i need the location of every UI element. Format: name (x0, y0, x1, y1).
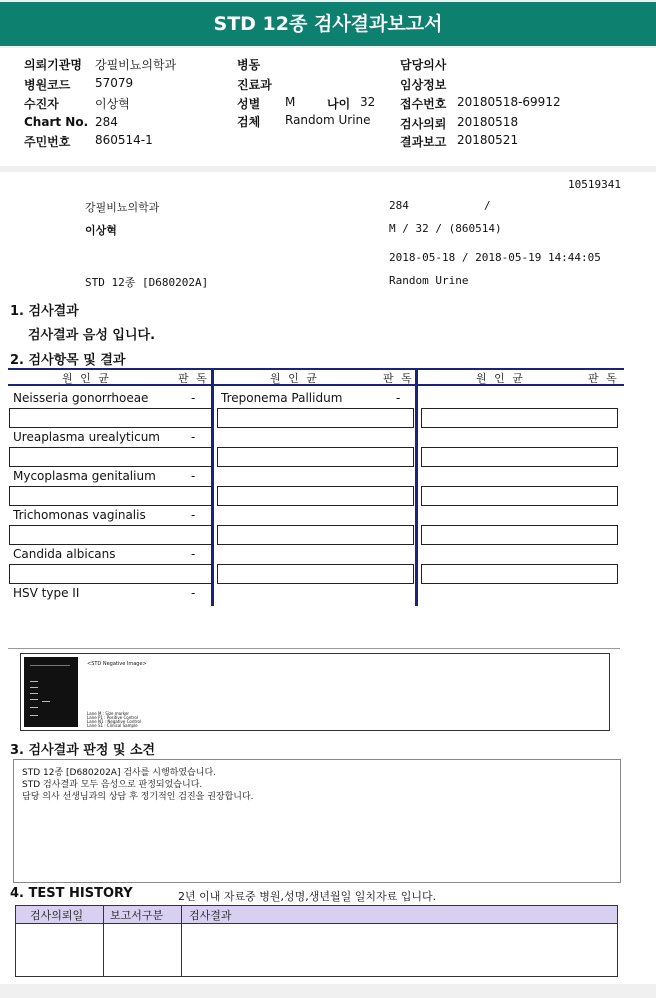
pathogen-name: Trichomonas vaginalis (13, 508, 146, 522)
row-outline (217, 447, 414, 467)
sex-value: M (285, 95, 296, 109)
body-slash: / (484, 199, 491, 212)
row-outline (9, 486, 212, 506)
gel-legend-4: Lane S1 : Clinical Sample (87, 723, 138, 728)
pathogen-result: - (191, 547, 196, 561)
section1-result: 검사결과 음성 입니다. (28, 328, 156, 343)
gel-band (30, 693, 38, 694)
gel-image-panel (20, 653, 610, 731)
section1-heading: 1. 검사결과 (10, 304, 79, 319)
col2-pathogen-header: 원 인 균 (270, 372, 319, 385)
code-value: 57079 (95, 76, 134, 90)
pathogen-name: Mycoplasma genitalium (13, 469, 156, 483)
row-outline (421, 525, 618, 545)
age-label: 나이 (327, 97, 351, 111)
pathogen-result: - (191, 469, 196, 483)
test-history-table (15, 905, 618, 977)
section3-heading: 3. 검사결과 판정 및 소견 (10, 743, 156, 758)
pathogen-result: - (191, 508, 196, 522)
column-divider-2 (415, 368, 418, 606)
history-col-request: 검사의뢰일 (30, 909, 84, 922)
receipt-label: 접수번호 (400, 97, 447, 111)
body-patient: 이상혁 (85, 224, 117, 237)
col2-judge-header: 판 독 (383, 372, 414, 385)
col3-judge-header: 판 독 (588, 372, 619, 385)
row-outline (421, 486, 618, 506)
col1-pathogen-header: 원 인 균 (62, 372, 111, 385)
gel-band (30, 699, 38, 700)
gel-band (30, 687, 38, 688)
row-outline (421, 408, 618, 428)
col2-row-result: - (396, 391, 401, 405)
col2-row-name: Treponema Pallidum (221, 391, 343, 405)
ssn-label: 주민번호 (24, 135, 71, 149)
gel-band (30, 715, 38, 716)
body-test-name: STD 12종 [D680202A] (85, 276, 209, 289)
pathogen-name: Neisseria gonorrhoeae (13, 391, 149, 405)
gel-band (30, 707, 38, 708)
pathogen-name: HSV type II (13, 586, 80, 600)
pathogen-name: Ureaplasma urealyticum (13, 430, 160, 444)
hospital-value: 강필비뇨의학과 (95, 58, 177, 72)
row-outline (421, 447, 618, 467)
chart-label: Chart No. (24, 115, 89, 129)
row-outline (9, 525, 212, 545)
report-date-label: 결과보고 (400, 135, 447, 149)
opinion-line-2: STD 검사결과 모두 음성으로 판정되었습니다. (22, 780, 203, 790)
pathogen-result: - (191, 586, 196, 600)
report-header (0, 48, 656, 166)
request-value: 20180518 (457, 115, 519, 129)
row-outline (421, 564, 618, 584)
gel-legend-3: Lane N1 : Negative Control (87, 719, 142, 724)
report-number: 10519341 (568, 178, 621, 191)
history-col-result: 검사결과 (189, 909, 232, 922)
age-value: 32 (360, 95, 376, 109)
divider-line (8, 648, 620, 649)
body-dates: 2018-05-18 / 2018-05-19 14:44:05 (389, 251, 601, 264)
opinion-box (13, 759, 621, 883)
patient-value: 이상혁 (95, 97, 130, 111)
body-sex-age: M / 32 / (860514) (389, 222, 502, 235)
row-outline (217, 525, 414, 545)
section4-heading: 4. TEST HISTORY (10, 886, 133, 901)
row-outline (217, 564, 414, 584)
history-divider (103, 906, 104, 976)
patient-label: 수진자 (24, 97, 59, 111)
row-outline (217, 408, 414, 428)
code-label: 병원코드 (24, 78, 71, 92)
specimen-value: Random Urine (285, 113, 371, 127)
pathogen-result: - (191, 430, 196, 444)
history-header-row (16, 906, 617, 924)
row-outline (217, 486, 414, 506)
opinion-line-3: 담당 의사 선생님과의 상담 후 정기적인 검진을 권장합니다. (22, 792, 254, 802)
gel-band (30, 681, 38, 682)
doctor-label: 담당의사 (400, 58, 447, 72)
body-chart: 284 (389, 199, 409, 212)
row-outline (9, 564, 212, 584)
col1-judge-header: 판 독 (178, 372, 209, 385)
section2-heading: 2. 검사항목 및 결과 (10, 353, 126, 368)
sex-label: 성별 (237, 97, 261, 111)
history-note: 2년 이내 자료중 병원,성명,생년월일 일치자료 입니다. (178, 890, 437, 903)
row-outline (9, 447, 212, 467)
chart-value: 284 (95, 115, 118, 129)
gel-band (30, 665, 70, 666)
dept-label: 진료과 (237, 78, 272, 92)
clinical-label: 임상정보 (400, 78, 447, 92)
pathogen-result: - (191, 391, 196, 405)
pathogen-name: Candida albicans (13, 547, 116, 561)
gel-band (42, 701, 50, 702)
gel-image (24, 657, 78, 727)
gel-legend-1: Lane M : Size marker (87, 711, 130, 716)
opinion-line-1: STD 12종 [D680202A] 검사를 시행하였습니다. (22, 768, 216, 778)
report-date-value: 20180521 (457, 133, 519, 147)
row-outline (9, 408, 212, 428)
receipt-value: 20180518-69912 (457, 95, 561, 109)
ward-label: 병동 (237, 58, 261, 72)
report-title: STD 12종 검사결과보고서 (0, 2, 656, 46)
gel-legend-2: Lane P1 : Positive Control (87, 715, 138, 720)
history-col-type: 보고서구분 (110, 909, 164, 922)
col3-pathogen-header: 원 인 균 (476, 372, 525, 385)
request-label: 검사의뢰 (400, 117, 447, 131)
body-specimen: Random Urine (389, 274, 469, 287)
ssn-value: 860514-1 (95, 133, 153, 147)
gel-caption: <STD Negative Image> (87, 661, 147, 667)
specimen-label: 검체 (237, 115, 261, 129)
hospital-label: 의뢰기관명 (24, 58, 82, 72)
history-divider (181, 906, 182, 976)
body-hospital: 강필비뇨의학과 (85, 201, 160, 214)
